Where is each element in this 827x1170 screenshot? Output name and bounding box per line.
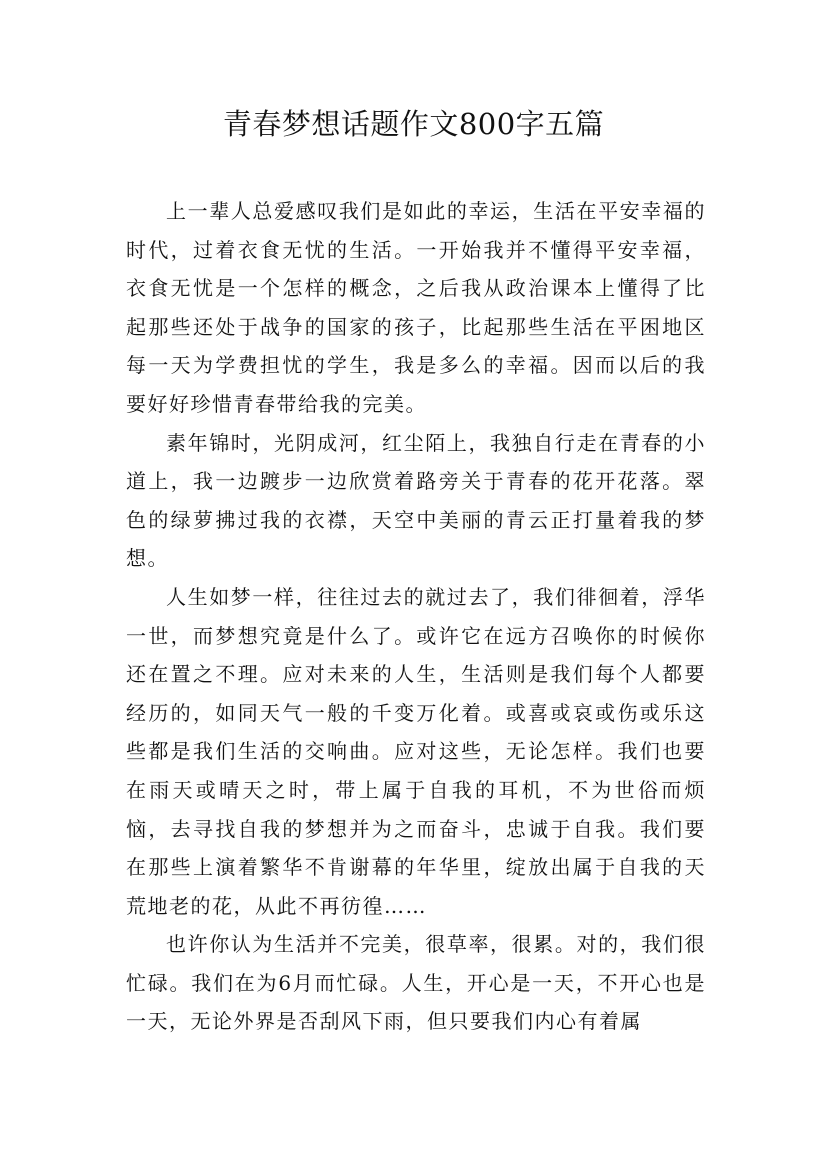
document-title: 青春梦想话题作文800字五篇 <box>222 107 605 141</box>
paragraph-2: 素年锦时，光阴成河，红尘陌上，我独自行走在青春的小道上，我一边踱步一边欣赏着路旁关于青春的花开花落。翠色的绿萝拂过我的衣襟，天空中美丽的青云正打量着我的梦想。 <box>126 430 706 571</box>
paragraph-3: 人生如梦一样，往往过去的就过去了，我们徘徊着，浮华一世，而梦想究竟是什么了。或许它在远方召唤你的时候你还在置之不理。应对未来的人生，生活则是我们每个人都要经历的，如同天气一般的千变万化着。或喜或哀或伤或乐这些都是我们生活的交响曲。应对这些，无论怎样。我们也要在雨天或晴天之时，带上属于自我的耳机，不为世俗而烦恼，去寻找自我的梦想并为之而奋斗，忠诚于自我。我们要在那些上演着繁华不肯谢幕的年华里，绽放出属于自我的天荒地老的花，从此不再彷徨…… <box>126 584 706 918</box>
document-body <box>126 192 706 1041</box>
paragraph-1: 上一辈人总爱感叹我们是如此的幸运，生活在平安幸福的时代，过着衣食无忧的生活。一开始我并不懂得平安幸福，衣食无忧是一个怎样的概念，之后我从政治课本上懂得了比起那些还处于战争的国家的孩子，比起那些生活在平困地区每一天为学费担忧的学生，我是多么的幸福。因而以后的我要好好珍惜青春带给我的完美。 <box>126 199 706 416</box>
paragraph-4: 也许你认为生活并不完美，很草率，很累。对的，我们很忙碌。我们在为6月而忙碌。人生，开心是一天，不开心也是一天，无论外界是否刮风下雨，但只要我们内心有着属 <box>126 932 706 1034</box>
